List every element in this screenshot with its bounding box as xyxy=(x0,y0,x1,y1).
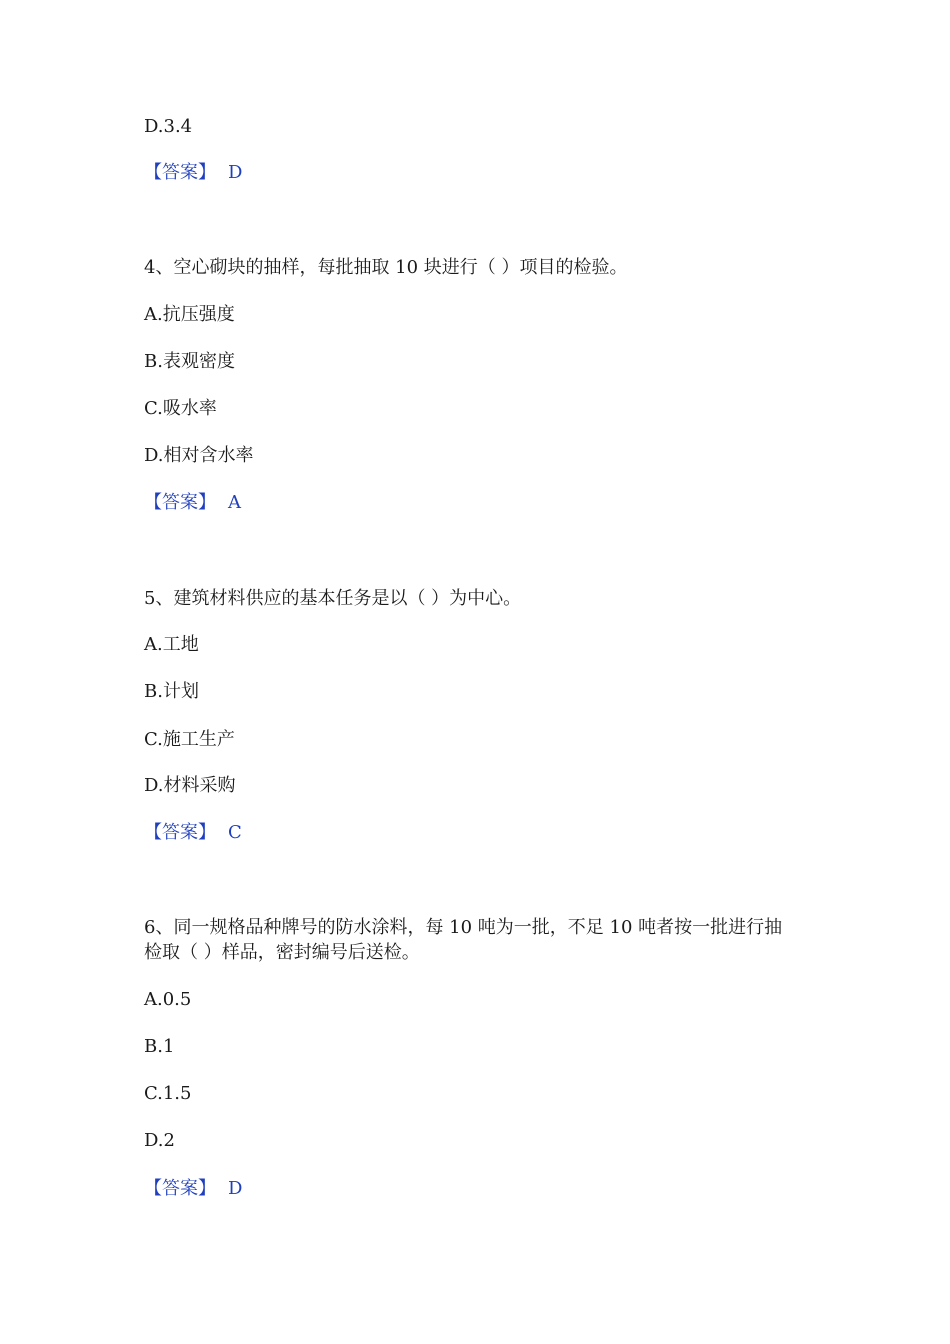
q3-option-d: D.3.4 xyxy=(144,116,193,137)
answer-label: 【答案】 xyxy=(144,492,216,513)
q4-stem: 4、空心砌块的抽样，每批抽取 10 块进行（ ）项目的检验。 xyxy=(144,257,628,278)
q4-option-c: C.吸水率 xyxy=(144,398,217,419)
answer-label: 【答案】 xyxy=(144,162,216,183)
q5-option-d: D.材料采购 xyxy=(144,775,236,796)
answer-value: A xyxy=(228,492,241,513)
q4-option-d: D.相对含水率 xyxy=(144,445,254,466)
q6-option-c: C.1.5 xyxy=(144,1083,192,1104)
answer-value: D xyxy=(228,1178,243,1199)
q5-stem: 5、建筑材料供应的基本任务是以（ ）为中心。 xyxy=(144,588,522,609)
q5-option-a: A.工地 xyxy=(144,634,199,655)
q6-stem-line1: 6、同一规格品种牌号的防水涂料，每 10 吨为一批，不足 10 吨者按一批进行抽 xyxy=(144,917,783,938)
answer-value: C xyxy=(228,822,242,843)
q5-option-c: C.施工生产 xyxy=(144,729,235,750)
q4-option-b: B.表观密度 xyxy=(144,351,235,372)
q6-option-a: A.0.5 xyxy=(144,989,192,1010)
q5-answer xyxy=(144,820,242,846)
q6-option-b: B.1 xyxy=(144,1036,175,1057)
q5-option-b: B.计划 xyxy=(144,681,199,702)
q6-option-d: D.2 xyxy=(144,1130,175,1151)
q6-answer xyxy=(144,1176,242,1202)
answer-value: D xyxy=(228,162,243,183)
q4-answer xyxy=(144,490,241,516)
answer-label: 【答案】 xyxy=(144,822,216,843)
q3-answer xyxy=(144,160,242,186)
q6-stem-line2: 检取（ ）样品，密封编号后送检。 xyxy=(144,942,420,963)
q4-option-a: A.抗压强度 xyxy=(144,304,235,325)
answer-label: 【答案】 xyxy=(144,1178,216,1199)
